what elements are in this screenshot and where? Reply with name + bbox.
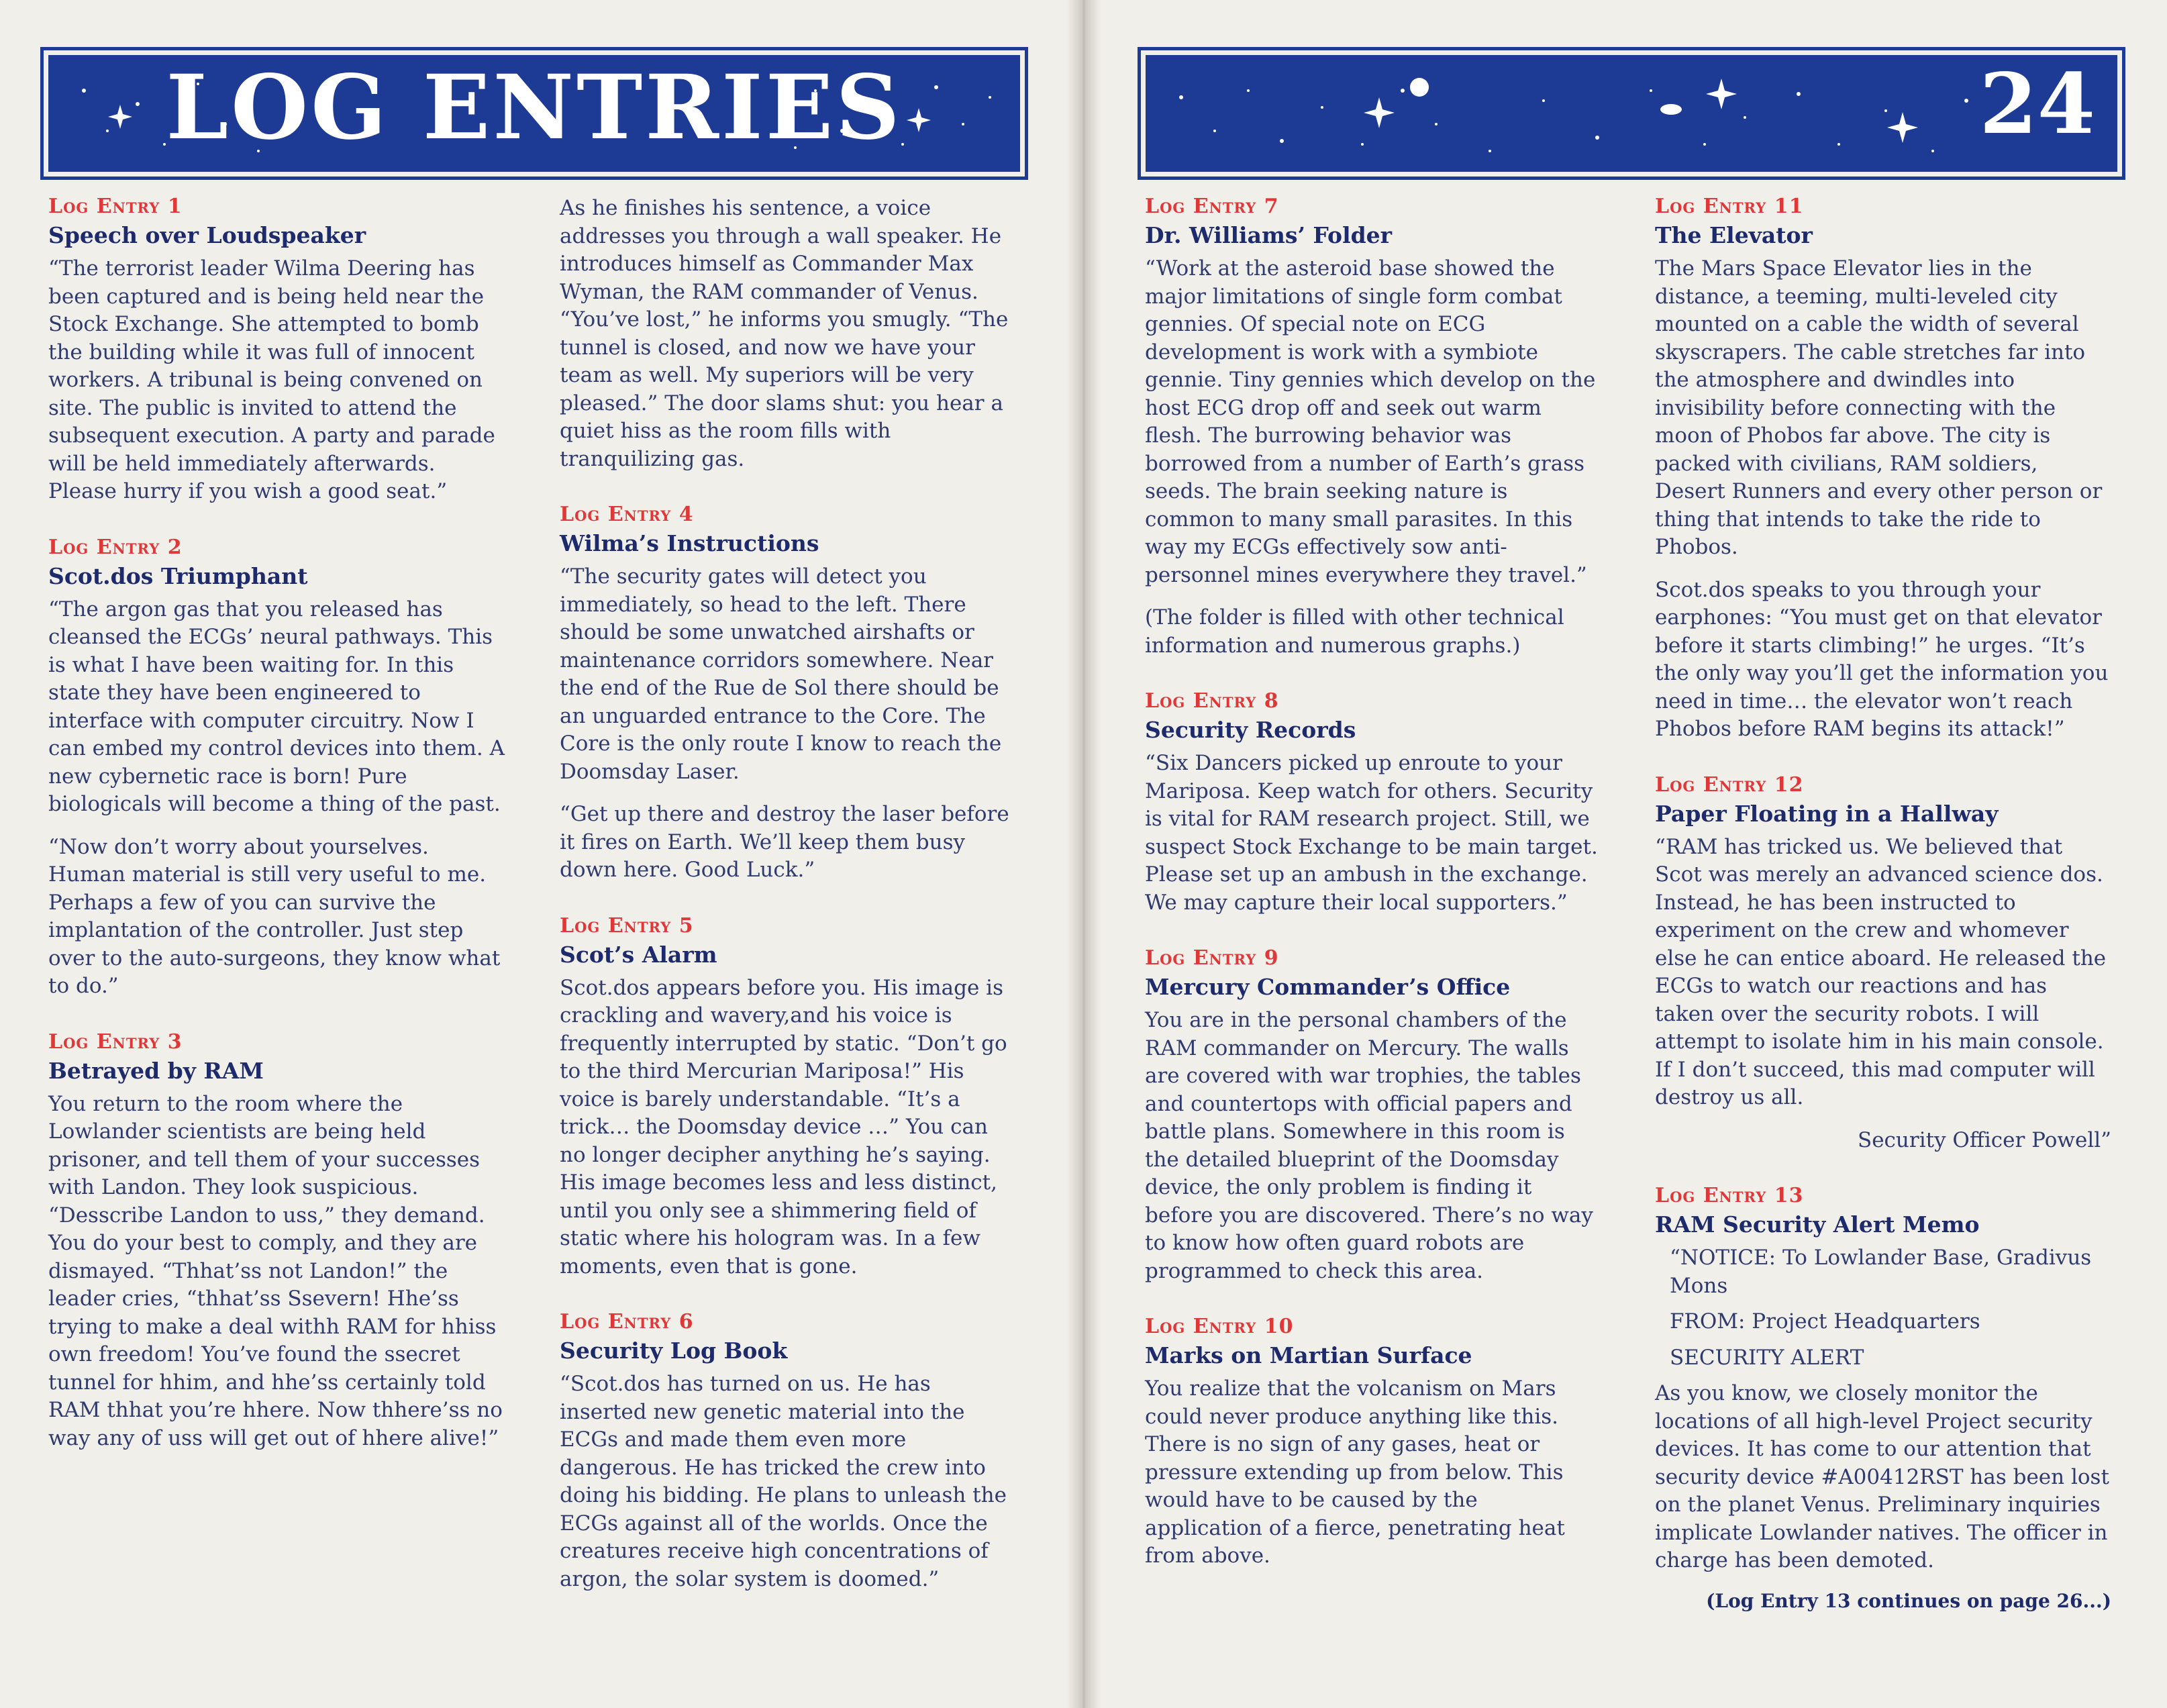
- entry-title: Scot’s Alarm: [560, 941, 717, 968]
- entry-label: Log Entry 7: [1145, 195, 1279, 218]
- log-entry: [1145, 1315, 1601, 1570]
- log-entry: [560, 1310, 1016, 1593]
- column-2: [560, 195, 1016, 1623]
- memo-line: SECURITY ALERT: [1670, 1345, 1864, 1370]
- entry-title: Dr. Williams’ Folder: [1145, 222, 1393, 248]
- entry-paragraph: The Mars Space Elevator lies in the distance, a teeming, multi-leveled city mounted on a cable the width of several skyscrapers. The cable stretches far into the atmosphere and dwindles into invisibility before connecting with the moon of Phobos far above. The city is packed with civilians, RAM soldiers, Desert Runners and every other person or thing that intends to take the ride to Phobos.: [1655, 256, 2103, 559]
- entry-paragraph: “Get up there and destroy the laser before it fires on Earth. We’ll keep them busy down here. Good Luck.”: [560, 802, 1009, 882]
- continued-note: (Log Entry 13 continues on page 26...): [1706, 1589, 2111, 1612]
- log-entry: [560, 503, 1016, 885]
- entry-title: Scot.dos Triumphant: [48, 562, 308, 589]
- log-entry: [1655, 773, 2111, 1155]
- entry-paragraph: You are in the personal chambers of the RAM commander on Mercury. The walls are covered with war trophies, the tables and countertops with official papers and battle plans. Somewhere in this room is the detailed blueprint of the Doomsday device, the only problem is finding it before you are discovered. There’s no way to know how often guard robots are programmed to check this area.: [1145, 1008, 1593, 1283]
- entry-title: Speech over Loudspeaker: [48, 222, 366, 248]
- starfield-decoration: [1141, 50, 2122, 177]
- log-entry: [48, 536, 505, 1001]
- entry-paragraph: “The terrorist leader Wilma Deering has been captured and is being held near the Stock Exchange. She attempted to bomb the building while it was full of innocent workers. A tribunal is being convened on site. The public is invited to attend the subsequent execution. A party and parade will be held immediately afterwards. Please hurry if you wish a good seat.”: [48, 256, 495, 503]
- log-entry: [48, 1030, 505, 1453]
- entry-label: Log Entry 1: [48, 195, 183, 218]
- entry-title: The Elevator: [1655, 222, 1813, 248]
- entry-label: Log Entry 8: [1145, 689, 1279, 713]
- log-entry: [1655, 195, 2111, 744]
- page-number-banner: [1138, 47, 2125, 180]
- entry-label: Log Entry 4: [560, 503, 694, 526]
- log-entry-continuation: [560, 195, 1016, 473]
- entry-paragraph: Scot.dos speaks to you through your earphones: “You must get on that elevator before it starts climbing!” he urges. “It’s the only way you’ll get the information you need in time… the elevator won’t reach Phobos before RAM begins its attack!”: [1655, 577, 2109, 741]
- entry-signature: Security Officer Powell”: [1857, 1127, 2111, 1152]
- entry-title: Wilma’s Instructions: [560, 530, 819, 556]
- book-gutter: [1067, 0, 1101, 1708]
- column-4: [1655, 195, 2111, 1642]
- log-entry: [1145, 946, 1601, 1285]
- entry-paragraph: “Now don’t worry about yourselves. Human material is still very useful to me. Perhaps a few of you can survive the implantation of the controller. Just step over to the auto-surgeons, they know what to do.”: [48, 834, 501, 998]
- entry-label: Log Entry 11: [1655, 195, 1804, 218]
- log-entry: [1655, 1184, 2111, 1612]
- log-entry: [1145, 195, 1601, 660]
- entry-paragraph: As he finishes his sentence, a voice addresses you through a wall speaker. He introduces himself as Commander Max Wyman, the RAM commander of Venus. “You’ve lost,” he informs you smugly. “The tunnel is closed, and now we have your team as well. My superiors will be very pleased.” The door slams shut: you hear a quiet hiss as the room fills with tranquilizing gas.: [560, 196, 1009, 471]
- entry-title: Security Log Book: [560, 1338, 788, 1364]
- entry-label: Log Entry 13: [1655, 1184, 1804, 1207]
- entry-paragraph: “Work at the asteroid base showed the major limitations of single form combat gennies. Of special note on ECG development is work with a symbiote gennie. Tiny gennies which develop on the host ECG drop off and seek out warm flesh. The burrowing behavior was borrowed from a number of Earth’s grass seeds. The brain seeking nature is common to many small parasites. In this way my ECGs effectively sow anti-personnel mines everywhere they travel.”: [1145, 256, 1596, 587]
- log-entry: [48, 195, 505, 506]
- entry-label: Log Entry 3: [48, 1029, 183, 1054]
- entry-paragraph: “Six Dancers picked up enroute to your Mariposa. Keep watch for others. Security is vital for RAM research project. Still, we suspect Stock Exchange to be main target. Please set up an ambush in the exchange. We may capture their local supporters.”: [1145, 751, 1598, 915]
- entry-label: Log Entry 12: [1655, 772, 1804, 797]
- memo-line: FROM: Project Headquarters: [1670, 1309, 1980, 1334]
- entry-paragraph: “The security gates will detect you immediately, so head to the left. There should be some unwatched airshafts or maintenance corridors somewhere. Near the end of the Rue de Sol there should be an unguarded entrance to the Core. The Core is the only route I know to reach the Doomsday Laser.: [560, 564, 1002, 784]
- entry-title: RAM Security Alert Memo: [1655, 1211, 1980, 1238]
- entry-title: Marks on Martian Surface: [1145, 1342, 1472, 1368]
- entry-paragraph: “The argon gas that you released has cleansed the ECGs’ neural pathways. This is what I have been waiting for. In this state they have been engineered to interface with computer circuitry. Now I can embed my control devices into them. A new cybernetic race is born! Pure biologicals will become a thing of the past.: [48, 597, 505, 816]
- column-1: [48, 195, 505, 1482]
- entry-paragraph: Scot.dos appears before you. His image is crackling and wavery,and his voice is frequently interrupted by static. “Don’t go to the third Mercurian Mariposa!” His voice is barely understandable. “It’s a trick… the Doomsday device …” You can no longer decipher anything he’s saying. His image becomes less and less distinct, until you only see a shimmering field of static where his hologram was. In a few moments, even that is gone.: [560, 975, 1007, 1278]
- page-number: 24: [1979, 56, 2095, 153]
- planet-icon: [1410, 78, 1429, 97]
- entry-paragraph: “Scot.dos has turned on us. He has inserted new genetic material into the ECGs and made them even more dangerous. He has tricked the crew into doing his bidding. He plans to unleash the ECGs against all of the worlds. Once the creatures receive high concentrations of argon, the solar system is doomed.”: [560, 1372, 1007, 1591]
- entry-paragraph: “RAM has tricked us. We believed that Scot was merely an advanced science dos. Instead, he has been instructed to experiment on the crew and whomever else he can entice aboard. He released the ECGs to watch our reactions and has taken over the security robots. I will attempt to isolate him in his main console. If I don’t succeed, this mad computer will destroy us all.: [1655, 834, 2107, 1109]
- entry-label: Log Entry 2: [48, 535, 183, 559]
- entry-title: Mercury Commander’s Office: [1145, 974, 1511, 1000]
- log-entry: [1145, 689, 1601, 917]
- page-title: LOG ENTRIES: [166, 56, 903, 160]
- title-banner: [40, 47, 1028, 180]
- entry-paragraph: You realize that the volcanism on Mars could never produce anything like this. There is no sign of any gases, heat or pressure extending up from below. This would have to be caused by the application of a fierce, penetrating heat from above.: [1145, 1376, 1565, 1568]
- log-entry: [560, 914, 1016, 1281]
- entry-label: Log Entry 9: [1145, 946, 1279, 970]
- column-3: [1145, 195, 1601, 1600]
- entry-label: Log Entry 5: [560, 913, 694, 938]
- entry-title: Paper Floating in a Hallway: [1655, 800, 1999, 827]
- entry-label: Log Entry 6: [560, 1310, 694, 1334]
- entry-paragraph: As you know, we closely monitor the locations of all high-level Project security devices. It has come to our attention that security device #A00412RST has been lost on the planet Venus. Preliminary inquiries implicate Lowlander natives. The officer in charge has been demoted.: [1655, 1381, 2109, 1572]
- entry-label: Log Entry 10: [1145, 1315, 1294, 1338]
- entry-paragraph: You return to the room where the Lowlander scientists are being held prisoner, and tell them of your successes with Landon. They look suspicious. “Desscribe Landon to uss,” they demand. You do your best to comply, and they are dismayed. “Thhat’ss not Landon!” the leader cries, “thhat’ss Ssevern! Hhe’ss trying to make a deal withh RAM for hhiss own freedom! You’ve found the ssecret tunnel for hhim, and hhe’ss certainly told RAM thhat you’re hhere. Now thhere’ss no way any of uss will get out of hhere alive!”: [48, 1091, 503, 1450]
- memo-line: “NOTICE: To Lowlander Base, Gradivus Mons: [1670, 1246, 2092, 1298]
- entry-title: Security Records: [1145, 717, 1356, 743]
- entry-title: Betrayed by RAM: [48, 1057, 264, 1084]
- entry-paragraph: (The folder is filled with other technical information and numerous graphs.): [1145, 605, 1564, 658]
